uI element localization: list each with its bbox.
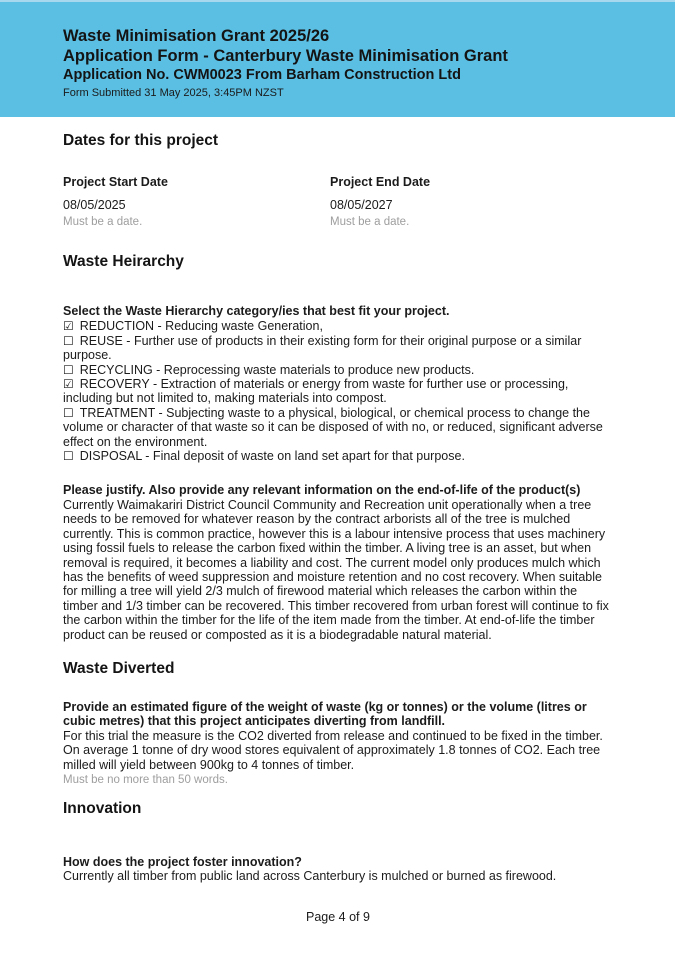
- project-end-date-value: 08/05/2027: [330, 198, 393, 212]
- innovation-answer: Currently all timber from public land across Canterbury is mulched or burned as firewood.: [63, 869, 557, 884]
- section-heading-waste-diverted: Waste Diverted: [63, 659, 175, 677]
- form-title-line2: Application Form - Canterbury Waste Minimisation Grant: [63, 47, 508, 65]
- unchecked-checkbox-icon: ☐: [63, 449, 74, 464]
- form-header: [0, 0, 675, 117]
- checkbox-option-label: REDUCTION - Reducing waste Generation,: [79, 319, 323, 334]
- unchecked-checkbox-icon: ☐: [63, 362, 74, 377]
- project-start-date-value: 08/05/2025: [63, 198, 126, 212]
- unchecked-checkbox-icon: ☐: [63, 333, 74, 348]
- project-end-date-helper: Must be a date.: [330, 216, 410, 228]
- form-content: [0, 131, 675, 924]
- form-title-line1: Waste Minimisation Grant 2025/26: [63, 27, 330, 45]
- checkbox-option-label: RECYCLING - Reprocessing waste materials to produce new products.: [79, 362, 475, 377]
- waste-diverted-answer: For this trial the measure is the CO2 diverted from release and continued to be fixed in the timber. On average 1 tonne of dry wood stores equivalent of approximately 1.8 tonnes of CO2. Each tree milled will yield between 900kg to 4 tonnes of timber.: [63, 728, 603, 772]
- application-number-line: Application No. CWM0023 From Barham Construction Ltd: [63, 67, 461, 83]
- waste-diverted-helper: Must be no more than 50 words.: [63, 773, 228, 786]
- section-heading-waste-hierarchy: Waste Heirarchy: [63, 253, 184, 270]
- unchecked-checkbox-icon: ☐: [63, 405, 74, 420]
- project-start-date-field: [63, 175, 330, 229]
- checkbox-option-recovery: [63, 377, 613, 406]
- checked-checkbox-icon: ☑: [63, 377, 74, 392]
- waste-diverted-question: Provide an estimated figure of the weight of waste (kg or tonnes) or the volume (litres or cubic metres) that this project anticipates diverting from landfill.: [63, 699, 587, 729]
- section-heading-dates: Dates for this project: [63, 132, 219, 149]
- checkbox-option-treatment: [63, 406, 613, 449]
- project-end-date-field: [330, 175, 597, 229]
- checkbox-option-disposal: [63, 449, 613, 463]
- innovation-question: How does the project foster innovation?: [63, 854, 302, 869]
- dates-row: [63, 175, 613, 229]
- project-start-date-helper: Must be a date.: [63, 216, 143, 228]
- form-submitted-line: Form Submitted 31 May 2025, 3:45PM NZST: [63, 87, 284, 99]
- checked-checkbox-icon: ☑: [63, 319, 74, 334]
- checkbox-option-label: RECOVERY - Extraction of materials or energy from waste for further use or processing, including but not limited to, making materials into compost.: [63, 377, 569, 406]
- justify-question: Please justify. Also provide any relevant information on the end-of-life of the product(s): [63, 483, 581, 498]
- project-start-date-label: Project Start Date: [63, 175, 168, 189]
- checkbox-option-label: TREATMENT - Subjecting waste to a physical, biological, or chemical process to change the volume or character of that waste so it can be disposed of with no, or reduced, significant adverse effect on the environment.: [63, 405, 603, 449]
- page-number: Page 4 of 9: [306, 909, 370, 924]
- justify-answer: Currently Waimakariri District Council Community and Recreation unit operationally when a tree needs to be removed for whatever reason by the contract arborists all of the tree is mulched currently. This is common practice, however this is a labour intensive process that uses machinery using fossil fuels to release the carbon fixed within the timber. A living tree is an asset, but when removal is required, it becomes a liability and cost. The current model only produces mulch which has the benefits of weed suppression and moisture retention and no cost recovery. When suitable for milling a tree will yield 2/3 mulch of firewood material which releases the carbon within the timber and 1/3 timber can be recovered. This timber recovered from urban forest will continue to fix the carbon within the timber for the life of the item made from the timber. At end-of-life the timber product can be reused or composted as it is a biodegradable natural material.: [63, 497, 609, 642]
- waste-hierarchy-options: [63, 319, 613, 463]
- checkbox-option-reuse: [63, 334, 613, 363]
- waste-hierarchy-question: Select the Waste Hierarchy category/ies that best fit your project.: [63, 304, 450, 318]
- checkbox-option-label: DISPOSAL - Final deposit of waste on land set apart for that purpose.: [79, 449, 465, 464]
- checkbox-option-label: REUSE - Further use of products in their existing form for their original purpose or a similar purpose.: [63, 333, 582, 363]
- checkbox-option-reduction: [63, 319, 613, 333]
- checkbox-option-recycling: [63, 363, 613, 377]
- project-end-date-label: Project End Date: [330, 175, 431, 189]
- section-heading-innovation: Innovation: [63, 799, 142, 817]
